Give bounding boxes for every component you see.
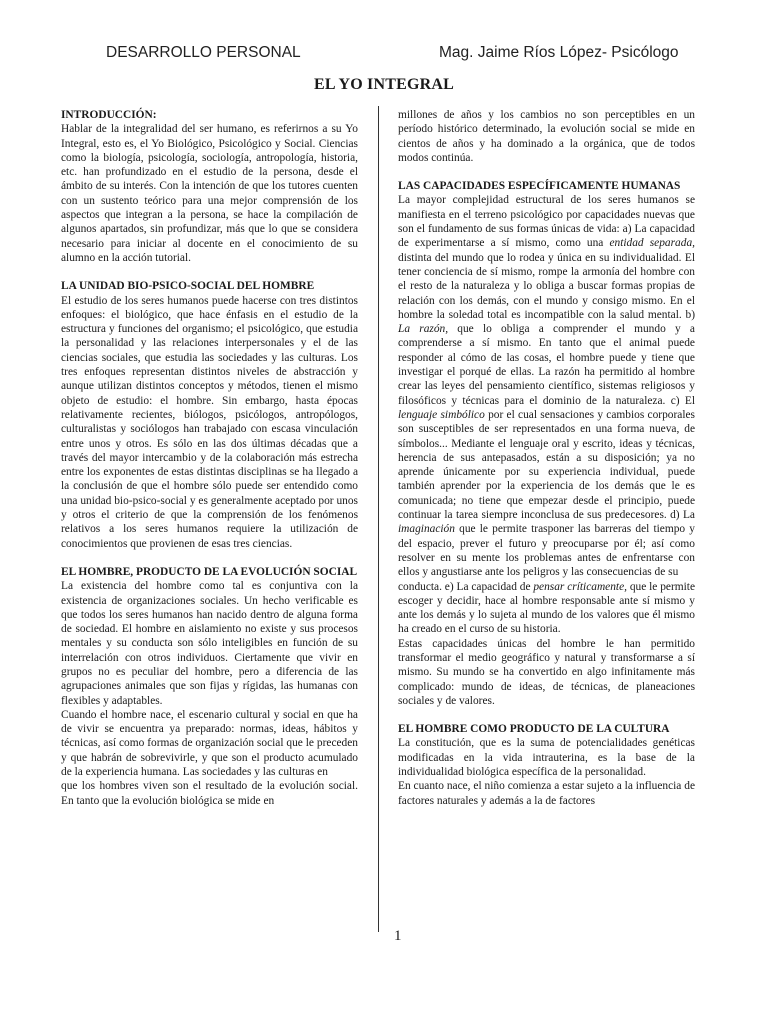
column-divider [378, 106, 379, 932]
paragraph-cultura-2: En cuanto nace, el niño comienza a estar sujeto a la influencia de factores naturales y además a la de factores [398, 780, 695, 807]
term-lenguaje-simbolico: lenguaje simbólico [398, 408, 485, 421]
section-heading-evolucion: EL HOMBRE, PRODUCTO DE LA EVOLUCIÓN SOCIAL [61, 565, 358, 578]
paragraph-capacidades-cont: conducta. e) La capacidad de pensar críticamente, que le permite escoger y decidir, hace al hombre responsable ante sí mismo y ante los demás y lo sujeta al mundo de los valores que él mismo ha creado en el curso de su historia. [398, 580, 696, 636]
header-course-title: DESARROLLO PERSONAL [106, 44, 301, 61]
paragraph-capacidades-resumen: Estas capacidades únicas del hombre le han permitido transformar el medio geográfico y natural y transformarse a sí mismo. Su mundo se ha convertido en algo infinitamente más complicado: mundo de ideas, de técnicas, de planeaciones sociales y de valores. [398, 637, 695, 707]
page-header [0, 44, 768, 68]
paragraph-capacidades: La mayor complejidad estructural de los seres humanos se manifiesta en el terreno psicológico por capacidades nuevas que son el fundamento de sus formas únicas de vida: a) La capacidad de experimentarse a sí mismo, como una entidad separada, distinta del mundo que lo rodea y única en su individualidad. El tener conciencia de sí mismo, rompe la armonía del hombre con el resto de la naturaleza y lo obliga a buscar formas propias de relación con los demás, con el mundo y consigo mismo. En el hombre la soledad total es incompatible con la salud mental. b) La razón, que lo obliga a comprender el mundo y a comprenderse a sí mismo. En tanto que el animal puede responder al cómo de las cosas, el hombre puede y tiene que investigar el porqué de ellas. La razón ha permitido al hombre crear las leyes del pensamiento científico, sistemas religiosos y filosóficos y técnicas para el dominio de la naturaleza. c) El lenguaje simbólico por el cual sensaciones y cambios corporales son susceptibles de ser representados en una forma nueva, de símbolos... Mediante el lenguaje oral y escrito, ideas y técnicas, herencia de sus antepasados, están a su disposición; ya no aprende únicamente por su experiencia individual, puede también aprender por la experiencia de los demás que le es comunicada; no tiene que empezar desde el principio, puede continuar la tarea siempre inconclusa de sus predecesores. d) La imaginación que le permite trasponer las barreras del tiempo y del espacio, prever el futuro y preocuparse por él; así como resolver en su mente los problemas antes de enfrentarse con ellos y angustiarse ante los peligros y las consecuencias de su [398, 194, 695, 579]
section-heading-introduccion: INTRODUCCIÓN: [61, 109, 157, 121]
paragraph-evolucion-2: Cuando el hombre nace, el escenario cultural y social en que ha de vivir se encuentra ya preparado: normas, ideas, hábitos y técnicas, así como formas de organización social que le preceden y que habrán de sobrevivirle, y que son el producto acumulado de la experiencia humana. Las sociedades y las culturas en [61, 708, 358, 779]
term-entidad-separada: entidad separada, [609, 237, 695, 250]
section-heading-capacidades: LAS CAPACIDADES ESPECÍFICAMENTE HUMANAS [398, 180, 681, 193]
paragraph-evolucion-1: La existencia del hombre como tal es conjuntiva con la existencia de organizaciones sociales. Un hecho verificable es que todos los seres humanos han nacido dentro de alguna forma de sociedad. El hombre en aislamiento no existe y sus procesos mentales y su conducta son sólo inteligibles en función de su interrelación con otros individuos. Ciertamente que vivir en grupos no es peculiar del hombre, pero a diferencia de las agrupaciones animales que son fijas y rígidas, las humanas con flexibles y adaptables. [61, 580, 358, 707]
section-heading-cultura: EL HOMBRE COMO PRODUCTO DE LA CULTURA [398, 723, 670, 736]
paragraph-cultura-1: La constitución, que es la suma de potencialidades genéticas modificadas en la vida intrauterina, es la base de la individualidad biológica específica de la personalidad. [398, 737, 695, 779]
left-column [61, 108, 358, 808]
term-pensar-criticamente: pensar críticamente, [533, 580, 627, 593]
page-number: 1 [394, 928, 402, 944]
term-imaginacion: imaginación [398, 523, 455, 536]
section-heading-unidad: LA UNIDAD BIO-PSICO-SOCIAL DEL HOMBRE [61, 280, 315, 293]
header-author: Mag. Jaime Ríos López- Psicólogo [439, 44, 679, 61]
right-column [398, 108, 695, 808]
paragraph-introduccion: Hablar de la integralidad del ser humano, es referirnos a su Yo Integral, esto es, el Yo Biológico, Psicológico y Social. Ciencias como la biología, psicología, sociología, antropología, historia, etc. han profundizado en el estudio de la persona, desde el ámbito de su interés. Con la intención de que los tutores cuenten con un sustento teórico para una mejor comprensión de los aspectos que integran a la persona, se hace la compilación de algunos apartados, sin profundizar, más que lo que se considera necesario para iniciar al docente en el conocimiento de su alumno en la acción tutorial. [61, 123, 358, 264]
paragraph-continuation: millones de años y los cambios no son perceptibles en un período histórico determinado, la evolución social se mide en cientos de años y ha dominado a la orgánica, que de todos modos continúa. [398, 109, 695, 164]
document-title: EL YO INTEGRAL [313, 76, 455, 93]
term-razon: La razón, [398, 323, 449, 336]
paragraph-unidad: El estudio de los seres humanos puede hacerse con tres distintos enfoques: el biológico, que hace énfasis en el estudio de la estructura y funciones del organismo; el psicológico, que estudia la personalidad y las relaciones interpersonales y el de las ciencias sociales, que estudia las sociedades y las culturas. Los tres enfoques representan distintos niveles de abstracción y aunque utilizan distintos conceptos y métodos, tienen el mismo objeto de estudio: el hombre. Sin embargo, hasta épocas relativamente recientes, biólogos, psicólogos, antropólogos, culturalistas y sociólogos han trabajado con escasa vinculación entre unos y otros. Es sólo en las dos últimas décadas que a través del mayor intercambio y de la colaboración más estrecha entre los exponentes de estas distintas disciplinas se ha llegado a la conclusión de que el hombre sólo puede ser entendido como una unidad bio-psico-social y es generalmente aceptado por unos y otros el criterio de que la comprensión de los fenómenos relativos a los seres humanos requiere la utilización de conocimientos que provienen de esas tres ciencias. [61, 294, 358, 550]
paragraph-evolucion-3: que los hombres viven son el resultado de la evolución social. En tanto que la evolución biológica se mide en [61, 780, 358, 807]
